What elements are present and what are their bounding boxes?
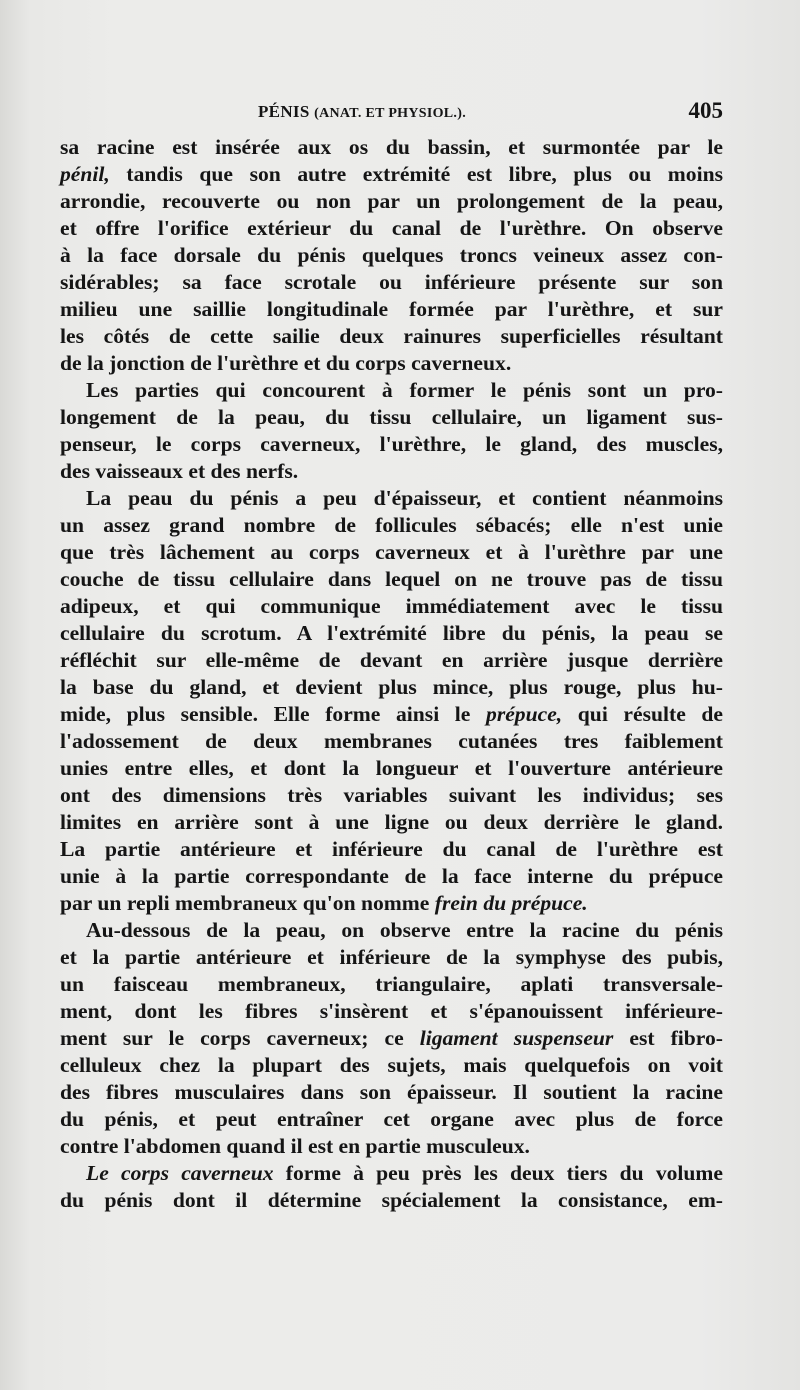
line-text: La partie antérieure et inférieure du canal de l'urèthre est [60,837,723,861]
line-text: des fibres musculaires dans son épaisseur. Il soutient la racine [60,1080,723,1104]
text-line [60,539,723,566]
text-line [60,485,723,512]
text-line [60,701,723,728]
text-line [60,1160,723,1187]
line-text: La peau du pénis a peu d'épaisseur, et contient néanmoins [86,486,723,510]
text-line [60,809,723,836]
text-line [60,944,723,971]
text-line [60,755,723,782]
line-text-after: est fibro- [613,1026,723,1050]
line-text: les côtés de cette sailie deux rainures superficielles résultant [60,324,723,348]
line-text: la base du gland, et devient plus mince, plus rouge, plus hu- [60,675,723,699]
text-line [60,242,723,269]
text-line [60,296,723,323]
line-text-after: tandis que son autre extrémité est libre, plus ou moins [109,162,723,186]
text-line [60,1025,723,1052]
line-text-before: mide, plus sensible. Elle forme ainsi le [60,702,487,726]
line-text: du pénis dont il détermine spécialement la consistance, em- [60,1188,723,1212]
line-text: arrondie, recouverte ou non par un prolongement de la peau, [60,189,723,213]
line-text: milieu une saillie longitudinale formée par l'urèthre, et sur [60,297,723,321]
line-text: et la partie antérieure et inférieure de la symphyse des pubis, [60,945,723,969]
text-line [60,404,723,431]
line-text: un faisceau membraneux, triangulaire, aplati transversale- [60,972,723,996]
text-line [60,782,723,809]
text-line [60,1106,723,1133]
text-line [60,323,723,350]
line-text: Les parties qui concourent à former le pénis sont un pro- [86,378,723,402]
line-text: limites en arrière sont à une ligne ou deux derrière le gland. [60,810,723,834]
text-line [60,647,723,674]
line-text: des vaisseaux et des nerfs. [60,459,299,483]
line-text: sidérables; sa face scrotale ou inférieure présente sur son [60,270,723,294]
line-text: ment, dont les fibres s'insèrent et s'épanouissent inférieure- [60,999,723,1023]
text-line [60,971,723,998]
text-line [60,566,723,593]
text-line [60,674,723,701]
text-line [60,593,723,620]
text-line [60,188,723,215]
line-text: contre l'abdomen quand il est en partie musculeux. [60,1134,530,1158]
text-line [60,1079,723,1106]
line-text: unies entre elles, et dont la longueur et l'ouverture antérieure [60,756,723,780]
text-line [60,215,723,242]
italic-term: Le corps caverneux [86,1161,274,1185]
italic-term: frein du prépuce. [434,891,588,915]
line-text: que très lâchement au corps caverneux et à l'urèthre par une [60,540,723,564]
text-line [60,350,723,377]
line-text: longement de la peau, du tissu cellulaire, un ligament sus- [60,405,723,429]
line-text: de la jonction de l'urèthre et du corps caverneux. [60,351,512,375]
italic-term: pénil, [60,162,110,186]
body-text [60,134,723,1214]
page-number: 405 [688,98,723,123]
text-line [60,890,723,917]
line-text-before: par un repli membraneux qu'on nomme [60,891,435,915]
text-line [60,620,723,647]
page-header [60,98,723,132]
line-text: couche de tissu cellulaire dans lequel on ne trouve pas de tissu [60,567,723,591]
line-text: penseur, le corps caverneux, l'urèthre, le gland, des muscles, [60,432,723,456]
line-text: unie à la partie correspondante de la face interne du prépuce [60,864,723,888]
line-text: cellulaire du scrotum. A l'extrémité libre du pénis, la peau se [60,621,723,645]
line-text-after: forme à peu près les deux tiers du volume [273,1161,723,1185]
running-head [258,102,466,122]
text-line [60,998,723,1025]
text-line [60,917,723,944]
text-line [60,863,723,890]
line-text: sa racine est insérée aux os du bassin, et surmontée par le [60,135,723,159]
italic-term: ligament suspenseur [419,1026,614,1050]
line-text: réfléchit sur elle-même de devant en arrière jusque derrière [60,648,723,672]
italic-term: prépuce, [486,702,563,726]
line-text-before: ment sur le corps caverneux; ce [60,1026,420,1050]
line-text: à la face dorsale du pénis quelques troncs veineux assez con- [60,243,723,267]
line-text: l'adossement de deux membranes cutanées tres faiblement [60,729,723,753]
text-line [60,1187,723,1214]
text-line [60,1052,723,1079]
text-line [60,269,723,296]
text-line [60,161,723,188]
line-text: un assez grand nombre de follicules sébacés; elle n'est unie [60,513,723,537]
text-line [60,377,723,404]
running-head-title: PÉNIS [258,102,310,121]
line-text: Au-dessous de la peau, on observe entre la racine du pénis [86,918,723,942]
running-head-subtitle: (ANAT. ET PHYSIOL.). [314,106,466,121]
line-text: ont des dimensions très variables suivant les individus; ses [60,783,723,807]
text-line [60,836,723,863]
line-text: et offre l'orifice extérieur du canal de l'urèthre. On observe [60,216,723,240]
text-line [60,728,723,755]
text-line [60,1133,723,1160]
line-text: celluleux chez la plupart des sujets, mais quelquefois on voit [60,1053,723,1077]
line-text: adipeux, et qui communique immédiatement avec le tissu [60,594,723,618]
text-line [60,512,723,539]
text-line [60,431,723,458]
text-line [60,134,723,161]
text-line [60,458,723,485]
line-text: du pénis, et peut entraîner cet organe avec plus de force [60,1107,723,1131]
line-text-after: qui résulte de [562,702,723,726]
